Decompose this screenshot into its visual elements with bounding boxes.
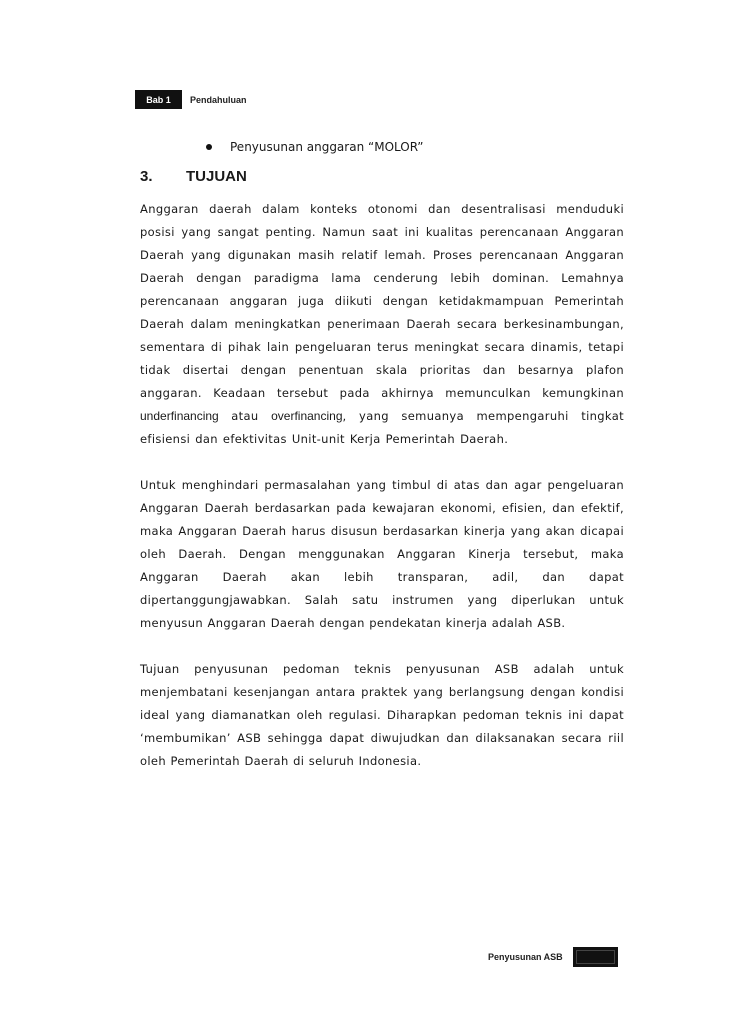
- page-footer: [488, 947, 618, 967]
- chapter-badge: Bab 1: [135, 90, 182, 109]
- page-number-box: [573, 947, 618, 967]
- body-content: [140, 198, 624, 796]
- bullet-icon: [206, 144, 212, 150]
- footer-label: Penyusunan ASB: [488, 952, 563, 962]
- paragraph-1-part1: Anggaran daerah dalam konteks otonomi dan desentralisasi menduduki posisi yang sangat penting. Namun saat ini kualitas perencanaan Anggaran Daerah yang digunakan masih relatif lemah. Proses perencanaan Anggaran Daerah dengan paradigma lama cenderung lebih dominan. Lemahnya perencanaan anggaran juga diikuti dengan ketidakmampuan Pemerintah Daerah dalam meningkatkan penerimaan Daerah secara berkesinambungan, sementara di pihak lain pengeluaran terus meningkat secara dinamis, tetapi tidak disertai dengan penentuan skala prioritas dan besarnya plafon anggaran. Keadaan tersebut pada akhirnya memunculkan kemungkinan: [140, 202, 624, 400]
- paragraph-1-part2: atau: [218, 409, 272, 423]
- section-number: 3.: [140, 168, 153, 185]
- page-header: [135, 90, 247, 109]
- section-heading: [140, 168, 247, 185]
- paragraph-3: Tujuan penyusunan pedoman teknis penyusunan ASB adalah untuk menjembatani kesenjangan antara praktek yang berlangsung dengan kondisi ideal yang diamanatkan oleh regulasi. Diharapkan pedoman teknis ini dapat ‘membumikan’ ASB sehingga dapat diwujudkan dan dilaksanakan secara riil oleh Pemerintah Daerah di seluruh Indonesia.: [140, 662, 624, 768]
- term-overfinancing: overfinancing: [271, 409, 343, 423]
- section-title: TUJUAN: [186, 168, 247, 185]
- bullet-text: Penyusunan anggaran “MOLOR”: [230, 140, 424, 154]
- paragraph-2: Untuk menghindari permasalahan yang timbul di atas dan agar pengeluaran Anggaran Daerah berdasarkan pada kewajaran ekonomi, efisien, dan efektif, maka Anggaran Daerah harus disusun berdasarkan kinerja yang akan dicapai oleh Daerah. Dengan menggunakan Anggaran Kinerja tersebut, maka Anggaran Daerah akan lebih transparan, adil, dan dapat dipertanggungjawabkan. Salah satu instrumen yang diperlukan untuk menyusun Anggaran Daerah dengan pendekatan kinerja adalah ASB.: [140, 478, 624, 630]
- term-underfinancing: underfinancing: [140, 409, 219, 423]
- chapter-title: Pendahuluan: [190, 94, 247, 105]
- bullet-item: [200, 140, 424, 154]
- paragraph-1-part3: , yang semuanya mempengaruhi tingkat efisiensi dan efektivitas Unit-unit Kerja Pemerintah Daerah.: [140, 409, 624, 446]
- paragraph-1: [140, 198, 624, 451]
